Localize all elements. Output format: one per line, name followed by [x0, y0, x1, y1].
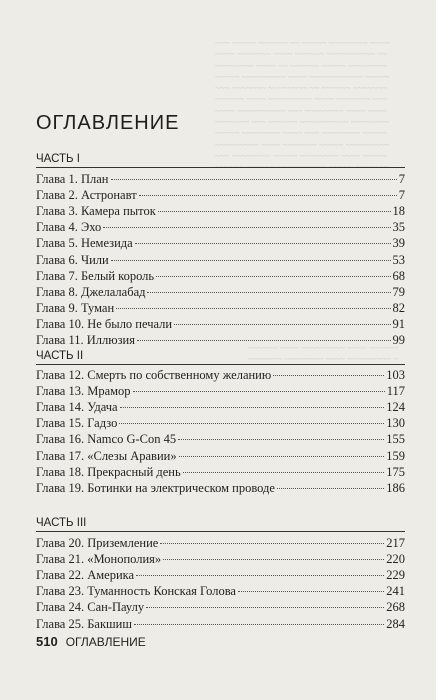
toc-entry: [36, 316, 405, 332]
dot-leader: [137, 340, 391, 341]
page-number: 510: [36, 634, 58, 649]
chapter-page-number: 284: [386, 616, 405, 631]
toc-entry: [36, 235, 405, 251]
chapter-title: Глава 17. «Слезы Аравии»: [36, 448, 177, 463]
chapter-title: Глава 25. Бакшиш: [36, 616, 132, 631]
chapter-title: Глава 7. Белый король: [36, 268, 155, 283]
chapter-page-number: 7: [398, 172, 405, 186]
chapter-page-number: 7: [398, 188, 405, 203]
chapter-title: Глава 12. Смерть по собственному желанию: [36, 368, 272, 382]
chapter-page-number: 82: [392, 300, 405, 315]
dot-leader: [139, 195, 397, 196]
chapter-title: Глава 3. Камера пыток: [36, 204, 156, 219]
chapter-title: Глава 18. Прекрасный день: [36, 464, 181, 479]
chapter-page-number: 35: [392, 220, 405, 235]
chapter-page-number: 18: [392, 204, 405, 219]
toc-entry: [36, 252, 405, 268]
part-divider: [36, 364, 405, 365]
dot-leader: [119, 423, 384, 424]
chapter-page-number: 220: [386, 552, 405, 567]
chapter-title: Глава 10. Не было печали: [36, 316, 173, 331]
running-title: ОГЛАВЛЕНИЕ: [65, 635, 146, 649]
dot-leader: [183, 472, 385, 473]
chapter-page-number: 186: [386, 480, 405, 495]
chapter-page-number: 103: [386, 368, 405, 382]
bleed-through-text: ~~~ ~~~~~ ~~~~~~ ~~ ~~~~~ ~~~~~~~~ ~~~~ ~~~~ ~~~~~~~ ~~~~ ~~~~~~ ~~~~~~~~~~ ~~ ~~~~~~~~ ~~~~ ~~ ~~~~~~ ~~~~~ ~~~~~~~~ ~~~~~ ~~~~~~~~~ ~~~~ ~~~~~~~~~~~ ~~~~~ ~~~ ~~~~~~~ ~~~~~~~~ ~~ ~~~~~~ ~~~~~~~ ~~~~~~ ~~~~ ~~~~~~~~~ ~~~~ ~~~~~~~ ~~~ ~~~~ ~~~~~~~~~~ ~~~ ~~~~~~~~ ~~~~ ~~~~ ~~~~~~~ ~~~ ~~~~~~ ~~~~~~~~~~ ~~~~~~~~ ~~~~~ ~~~~~~~~ ~~~~ ~~~ ~~~~~~~~ ~~~~~ ~~~~~~~~~ ~~~~ ~~~~~~~ ~~~~~ ~~~~~~~~~ ~~~ ~~~~~~~~ ~~~~~ ~~~~~~~~ ~~~~ ~~~~~ ~~~~~~ ~~~~~~ ~~~~~~~~~~ ~~~~~ ~~~~~~~: [215, 38, 390, 173]
chapter-title: Глава 6. Чили: [36, 252, 109, 267]
toc-entry: [36, 431, 405, 447]
page-footer: [36, 634, 146, 649]
dot-leader: [273, 375, 384, 376]
toc-entry: [36, 300, 405, 316]
toc-entry: [36, 535, 405, 551]
chapter-title: Глава 9. Туман: [36, 300, 115, 315]
dot-leader: [179, 456, 385, 457]
dot-leader: [238, 591, 384, 592]
chapter-title: Глава 16. Namco G-Con 45: [36, 432, 177, 447]
toc-entry: [36, 551, 405, 567]
chapter-title: Глава 14. Удача: [36, 400, 118, 415]
chapter-page-number: 68: [392, 268, 405, 283]
chapter-title: Глава 22. Америка: [36, 568, 135, 583]
chapter-page-number: 268: [386, 600, 405, 615]
dot-leader: [178, 439, 384, 440]
chapter-title: Глава 21. «Монополия»: [36, 552, 162, 567]
toc-entry: [36, 171, 405, 187]
toc-entry: [36, 583, 405, 599]
chapter-page-number: 117: [386, 384, 405, 399]
chapter-title: Глава 13. Мрамор: [36, 384, 131, 399]
chapter-page-number: 124: [386, 400, 405, 415]
dot-leader: [174, 324, 390, 325]
dot-leader: [111, 179, 397, 180]
toc-entry: [36, 367, 405, 383]
dot-leader: [134, 624, 384, 625]
toc-entry: [36, 448, 405, 464]
toc-entry: [36, 480, 405, 496]
chapter-page-number: 91: [392, 316, 405, 331]
toc-entry: [36, 268, 405, 284]
dot-leader: [163, 559, 384, 560]
part-heading: ЧАСТЬ I: [36, 153, 80, 165]
chapter-title: Глава 8. Джелалабад: [36, 284, 146, 299]
dot-leader: [277, 488, 384, 489]
chapter-title: Глава 20. Приземление: [36, 536, 159, 550]
chapter-title: Глава 24. Сан-Паулу: [36, 600, 145, 615]
toc-entry: [36, 383, 405, 399]
chapter-page-number: 175: [386, 464, 405, 479]
part-divider: [36, 167, 405, 168]
dot-leader: [116, 308, 390, 309]
toc-entry: [36, 599, 405, 615]
dot-leader: [156, 276, 390, 277]
chapter-page-number: 217: [386, 536, 405, 550]
chapter-title: Глава 19. Ботинки на электрическом проводе: [36, 480, 275, 495]
toc-entry: [36, 332, 405, 348]
chapter-page-number: 79: [392, 284, 405, 299]
dot-leader: [103, 227, 390, 228]
toc-entry: [36, 616, 405, 632]
chapter-page-number: 130: [386, 416, 405, 431]
chapter-title: Глава 11. Иллюзия: [36, 333, 135, 347]
part-heading: ЧАСТЬ III: [36, 517, 87, 529]
chapter-page-number: 229: [386, 568, 405, 583]
chapter-page-number: 39: [392, 236, 405, 251]
chapter-title: Глава 2. Астронавт: [36, 188, 137, 203]
dot-leader: [158, 211, 391, 212]
toc-entry: [36, 464, 405, 480]
toc-entry: [36, 284, 405, 300]
part-heading: ЧАСТЬ II: [36, 350, 84, 362]
dot-leader: [160, 543, 384, 544]
chapter-page-number: 159: [386, 448, 405, 463]
chapter-title: Глава 23. Туманность Конская Голова: [36, 584, 236, 599]
part-divider: [36, 531, 405, 532]
chapter-page-number: 99: [392, 333, 405, 347]
bleed-through-text: ~~~~~~ ~~~~ ~~~~~~~~~ ~~~~ ~~~~~~ ~~~~~~~ ~~~~~~~~ ~~~~ ~~~~~~~~~ ~: [248, 343, 399, 365]
toc-entry: [36, 415, 405, 431]
chapter-page-number: 53: [392, 252, 405, 267]
chapter-title: Глава 1. План: [36, 172, 109, 186]
toc-entry: [36, 219, 405, 235]
toc-entry: [36, 399, 405, 415]
chapter-page-number: 155: [386, 432, 405, 447]
dot-leader: [147, 292, 390, 293]
toc-entry: [36, 203, 405, 219]
dot-leader: [120, 407, 385, 408]
dot-leader: [136, 575, 384, 576]
dot-leader: [146, 607, 384, 608]
chapter-page-number: 241: [386, 584, 405, 599]
dot-leader: [133, 391, 385, 392]
dot-leader: [111, 260, 391, 261]
toc-entry: [36, 187, 405, 203]
chapter-title: Глава 5. Немезида: [36, 236, 133, 251]
dot-leader: [135, 243, 391, 244]
page-title: ОГЛАВЛЕНИЕ: [36, 112, 180, 134]
chapter-title: Глава 4. Эхо: [36, 220, 102, 235]
chapter-title: Глава 15. Гадзо: [36, 416, 118, 431]
toc-entry: [36, 567, 405, 583]
